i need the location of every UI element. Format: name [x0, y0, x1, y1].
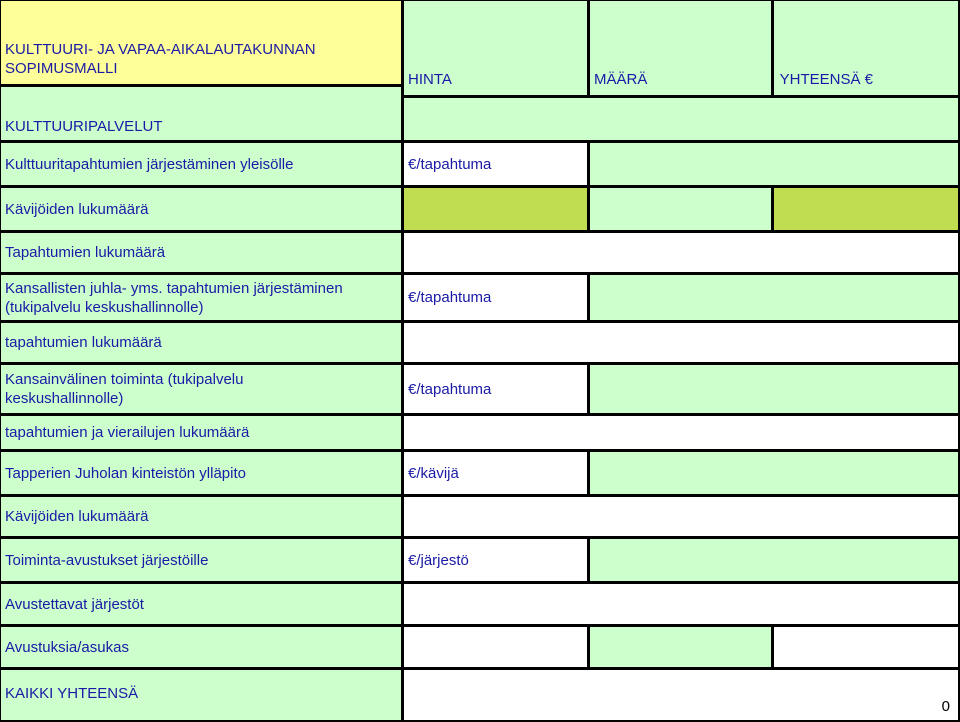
row-label-cell[interactable]	[0, 273, 403, 322]
price-unit-cell[interactable]	[402, 537, 589, 583]
price-unit: €/tapahtuma	[408, 155, 492, 173]
table-title-line1: KULTTUURI- JA VAPAA-AIKALAUTAKUNNAN	[5, 41, 316, 58]
row-label-cell[interactable]	[0, 582, 403, 626]
grand-total-label: KAIKKI YHTEENSÄ	[5, 685, 139, 702]
amount-header: MÄÄRÄ	[594, 71, 648, 88]
input-cell[interactable]	[402, 625, 589, 669]
total-header-cell[interactable]	[772, 0, 960, 97]
row-label-line1: Kansainvälinen toiminta (tukipalvelu	[5, 371, 244, 388]
input-cell[interactable]	[772, 186, 960, 232]
row-label-cell[interactable]	[0, 495, 403, 538]
input-cell[interactable]	[402, 582, 960, 626]
section-filler-cell[interactable]	[402, 96, 960, 142]
row-filler-cell[interactable]	[588, 363, 960, 415]
row-label-cell[interactable]	[0, 414, 403, 451]
row-label-cell[interactable]	[0, 321, 403, 364]
price-unit: €/tapahtuma	[408, 289, 492, 306]
grand-total-value: 0	[941, 698, 950, 715]
row-label-cell[interactable]	[0, 537, 403, 583]
price-header: HINTA	[408, 71, 452, 88]
row-label: Kulttuuritapahtumien järjestäminen yleisölle	[5, 155, 294, 173]
row-label-cell[interactable]	[0, 231, 403, 274]
price-unit: €/kävijä	[408, 464, 459, 482]
price-unit-cell[interactable]	[402, 273, 589, 322]
price-unit: €/tapahtuma	[408, 380, 492, 398]
row-label-cell[interactable]	[0, 186, 403, 232]
amount-header-cell[interactable]	[588, 0, 773, 97]
price-unit-cell[interactable]	[402, 363, 589, 415]
row-filler-cell[interactable]	[588, 450, 960, 496]
input-cell[interactable]	[772, 625, 960, 669]
amount-cell[interactable]	[588, 625, 773, 669]
input-cell[interactable]	[402, 495, 960, 538]
total-header: YHTEENSÄ €	[779, 71, 873, 88]
input-cell[interactable]	[402, 414, 960, 451]
price-unit-cell[interactable]	[402, 450, 589, 496]
row-filler-cell[interactable]	[588, 141, 960, 187]
row-label: Kävijöiden lukumäärä	[5, 200, 149, 218]
price-unit-cell[interactable]	[402, 141, 589, 187]
row-label-cell[interactable]	[0, 141, 403, 187]
row-label: Tapperien Juholan kinteistön ylläpito	[5, 464, 246, 482]
row-label: tapahtumien ja vierailujen lukumäärä	[5, 424, 250, 441]
input-cell[interactable]	[402, 186, 589, 232]
table-title-line2: SOPIMUSMALLI	[5, 60, 118, 77]
row-filler-cell[interactable]	[588, 537, 960, 583]
row-label-line2: keskushallinnolle)	[5, 390, 124, 407]
row-label-cell[interactable]	[0, 625, 403, 669]
row-label-line1: Kansallisten juhla- yms. tapahtumien järjestäminen	[5, 279, 343, 297]
grand-total-value-cell[interactable]	[402, 668, 960, 722]
row-label: Avustettavat järjestöt	[5, 595, 144, 613]
grand-total-label-cell[interactable]	[0, 668, 403, 722]
row-label-cell[interactable]	[0, 363, 403, 415]
input-cell[interactable]	[402, 231, 960, 274]
row-label-line2: (tukipalvelu keskushallinnolle)	[5, 298, 204, 316]
table-title-cell[interactable]	[0, 0, 403, 86]
row-label-cell[interactable]	[0, 450, 403, 496]
section-title: KULTTUURIPALVELUT	[5, 118, 163, 135]
row-label: Avustuksia/asukas	[5, 638, 129, 656]
amount-cell[interactable]	[588, 186, 773, 232]
row-label: tapahtumien lukumäärä	[5, 334, 162, 351]
row-label: Toiminta-avustukset järjestöille	[5, 551, 209, 569]
price-header-cell[interactable]	[402, 0, 589, 97]
price-unit: €/järjestö	[408, 551, 469, 569]
row-label: Tapahtumien lukumäärä	[5, 244, 166, 261]
row-label: Kävijöiden lukumäärä	[5, 508, 149, 525]
section-title-cell[interactable]	[0, 85, 403, 142]
input-cell[interactable]	[402, 321, 960, 364]
row-filler-cell[interactable]	[588, 273, 960, 322]
